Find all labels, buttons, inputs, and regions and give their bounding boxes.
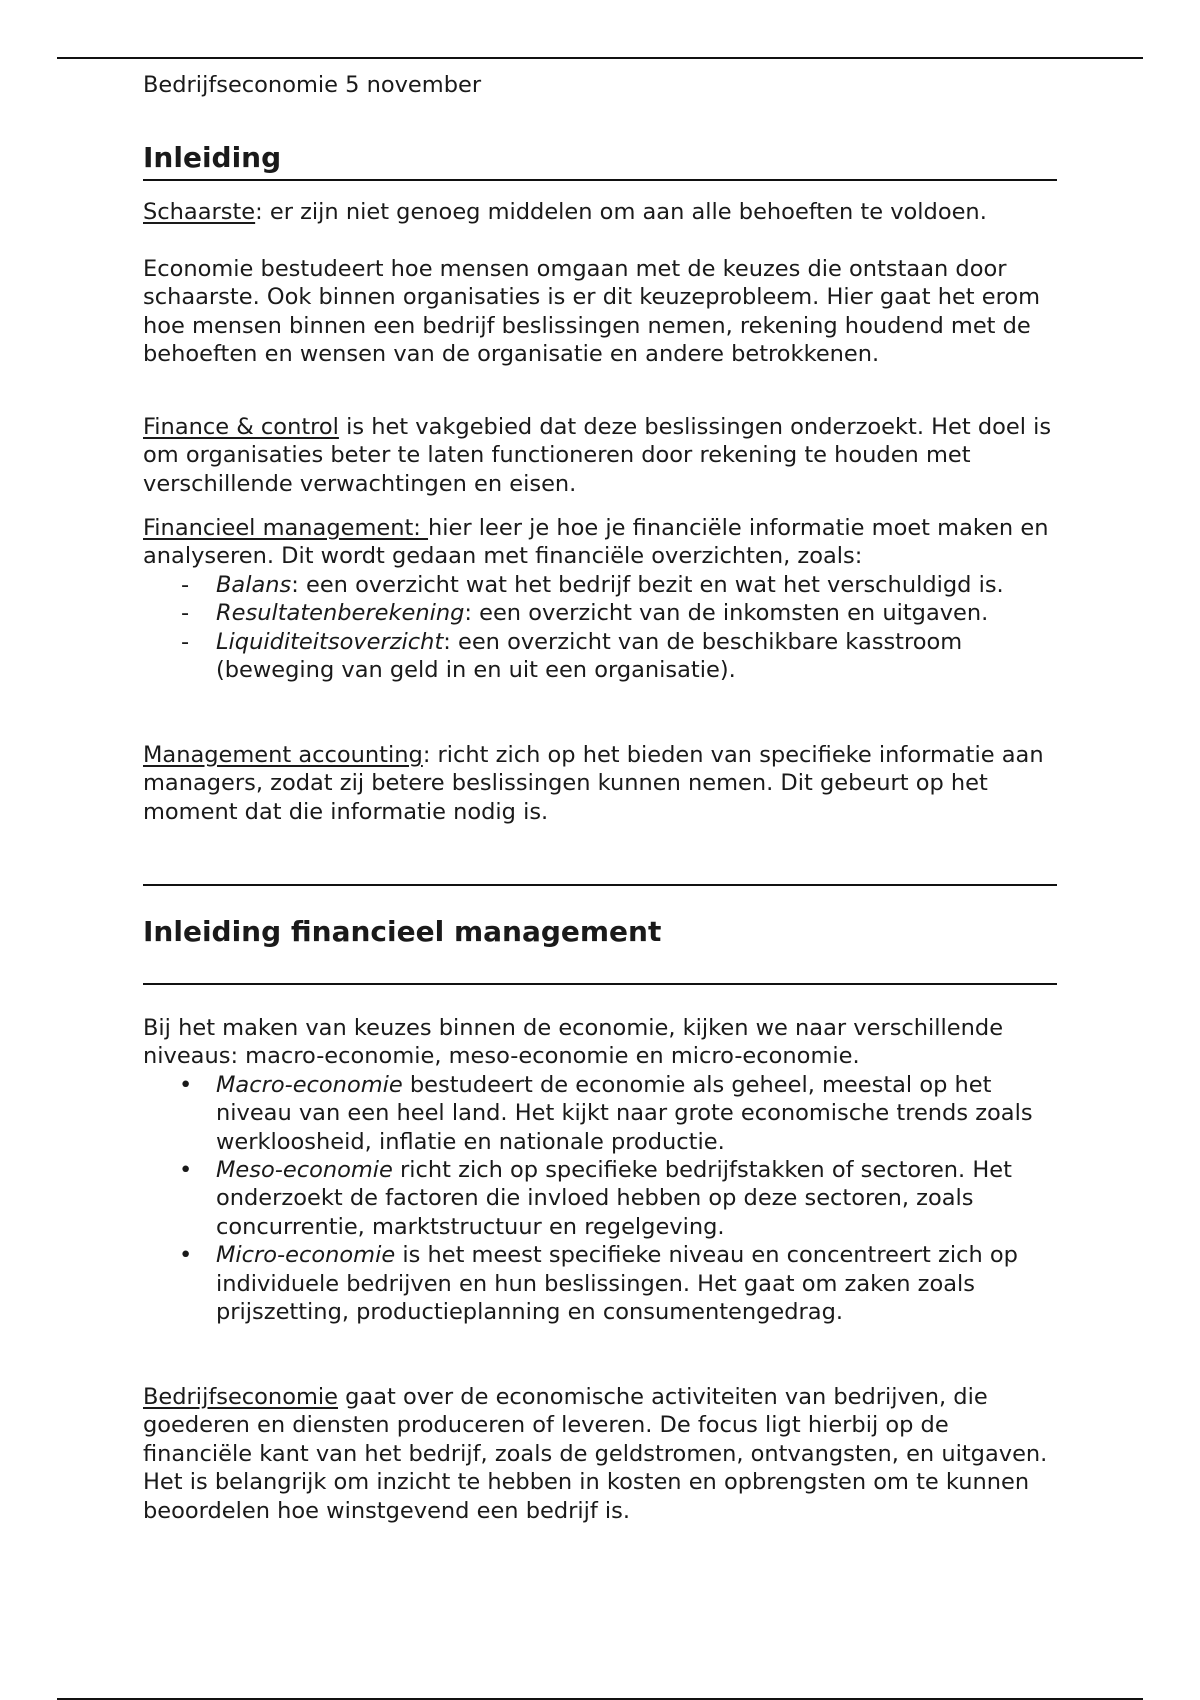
list-item: [143, 599, 1057, 627]
management-accounting-term: Management accounting: [143, 742, 423, 768]
management-accounting-paragraph: [143, 741, 1057, 826]
list-item-text: bestudeert de economie als geheel, meestal op het niveau van een heel land. Het kijkt naar grote economische trends zoals werkloosheid, inflatie en nationale productie.: [216, 1071, 1033, 1155]
page-top-rule: [57, 57, 1143, 59]
list-item-text: richt zich op specifieke bedrijfstakken of sectoren. Het onderzoekt de factoren die invloed hebben op deze sectoren, zoals concurrentie, marktstructuur en regelgeving.: [216, 1157, 1012, 1240]
financieel-management-text: hier leer je hoe je financiële informatie moet maken en analyseren. Dit wordt gedaan met financiële overzichten, zoals:: [143, 515, 1049, 570]
list-item-text: : een overzicht van de inkomsten en uitgaven.: [464, 600, 989, 627]
management-accounting-text: : richt zich op het bieden van specifieke informatie aan managers, zodat zij betere beslissingen kunnen nemen. Dit gebeurt op het moment dat die informatie nodig is.: [143, 742, 1044, 825]
economie-paragraph: Economie bestudeert hoe mensen omgaan met de keuzes die ontstaan door schaarste. Ook binnen organisaties is er dit keuzeprobleem. Hier gaat het erom hoe mensen binnen een bedrijf beslissingen nemen, rekening houdend met de behoeften en wensen van de organisatie en andere betrokkenen.: [143, 256, 1041, 368]
list-item-text: : een overzicht van de beschikbare kasstroom (beweging van geld in en uit een organisatie).: [216, 628, 963, 684]
financial-overviews-list: [143, 571, 1057, 685]
list-item-text: is het meest specifieke niveau en concentreert zich op individuele bedrijven en hun beslissingen. Het gaat om zaken zoals prijszetting, productieplanning en consumentengedrag.: [216, 1242, 1018, 1326]
finance-control-paragraph: [143, 413, 1057, 498]
list-item-term: Micro-economie: [216, 1242, 396, 1269]
section-divider-bottom: [143, 983, 1057, 985]
list-item-term: Balans: [216, 571, 292, 598]
niveaus-intro-paragraph: Bij het maken van keuzes binnen de economie, kijken we naar verschillende niveaus: macro-economie, meso-economie en micro-economie.: [143, 1015, 1004, 1070]
list-item: [143, 571, 1057, 599]
finance-control-text: is het vakgebied dat deze beslissingen onderzoekt. Het doel is om organisaties beter te laten functioneren door rekening te houden met verschillende verwachtingen en eisen.: [143, 414, 1052, 497]
bedrijfseconomie-paragraph: [143, 1383, 1057, 1525]
list-item-term: Liquiditeitsoverzicht: [216, 628, 444, 655]
financieel-management-paragraph: [143, 514, 1057, 571]
section-heading-inleiding-financieel-management: Inleiding financieel management: [143, 915, 662, 948]
financieel-management-term: Financieel management:: [143, 515, 429, 541]
list-item-term: Meso-economie: [216, 1157, 393, 1184]
niveaus-block: [143, 1014, 1057, 1326]
finance-control-term: Finance & control: [143, 414, 339, 440]
list-item: [143, 1071, 1057, 1156]
section-heading-inleiding: Inleiding: [143, 141, 1057, 181]
schaarste-paragraph: [143, 198, 1057, 226]
list-item-term: Resultatenberekening: [216, 600, 465, 627]
financieel-management-block: [143, 514, 1057, 684]
bedrijfseconomie-text: gaat over de economische activiteiten van bedrijven, die goederen en diensten produceren of leveren. De focus ligt hierbij op de financiële kant van het bedrijf, zoals de geldstromen, ontvangsten, en uitgaven. Het is belangrijk om inzicht te hebben in kosten en opbrengsten om te kunnen beoordelen hoe winstgevend een bedrijf is.: [143, 1384, 1048, 1524]
list-item-term: Macro-economie: [216, 1071, 403, 1098]
economic-levels-list: [143, 1071, 1057, 1327]
schaarste-term: Schaarste: [143, 199, 256, 225]
schaarste-text: : er zijn niet genoeg middelen om aan alle behoeften te voldoen.: [255, 199, 987, 225]
list-item-text: : een overzicht wat het bedrijf bezit en wat het verschuldigd is.: [291, 571, 1004, 598]
section-divider-top: [143, 884, 1057, 886]
list-item: [143, 628, 1057, 685]
bedrijfseconomie-term: Bedrijfseconomie: [143, 1384, 338, 1410]
list-item: [143, 1156, 1057, 1241]
list-item: [143, 1241, 1057, 1326]
document-header-title: Bedrijfseconomie 5 november: [143, 72, 482, 98]
